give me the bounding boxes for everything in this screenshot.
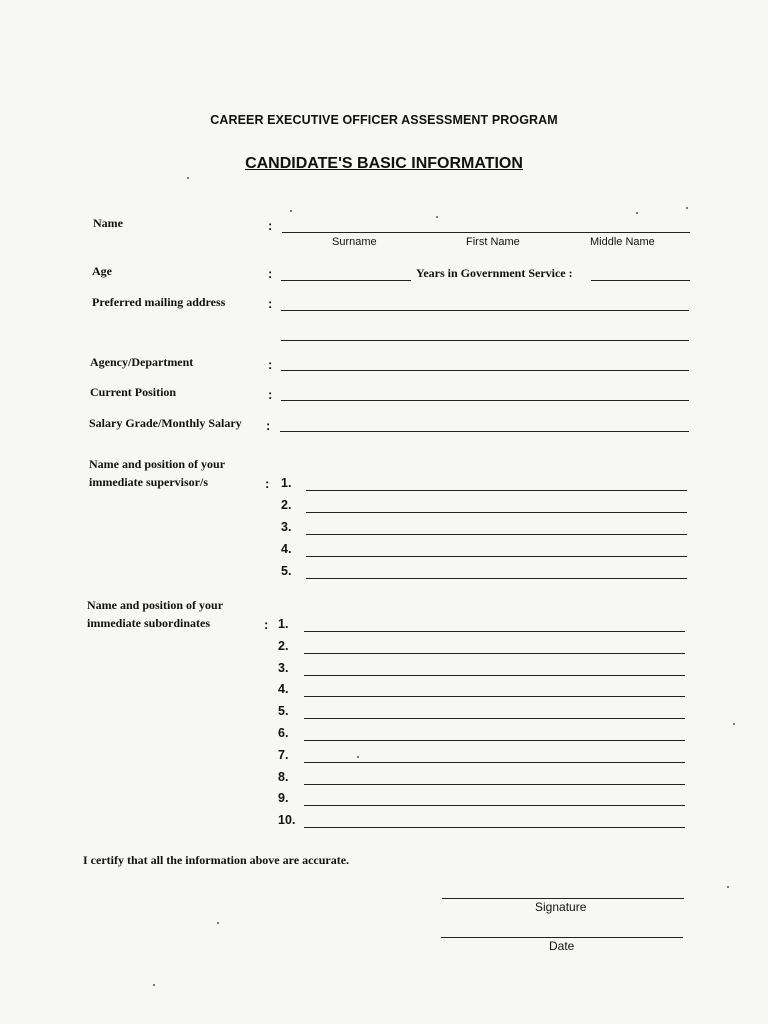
subordinate-number: 2. [278, 638, 289, 653]
date-line[interactable] [441, 937, 683, 938]
form-title: CANDIDATE'S BASIC INFORMATION [245, 155, 523, 172]
subordinate-entry-line[interactable] [304, 696, 685, 697]
mailing-address-line-1[interactable] [281, 310, 689, 311]
subordinate-entry-line[interactable] [304, 718, 685, 719]
signature-line[interactable] [442, 898, 684, 899]
subordinate-number: 3. [278, 660, 289, 675]
supervisor-entry-line[interactable] [306, 512, 687, 513]
subordinate-entry-line[interactable] [304, 653, 685, 654]
age-field-line[interactable] [281, 280, 411, 281]
salary-colon: : [266, 418, 271, 433]
salary-field-line[interactable] [280, 431, 689, 432]
scan-speck [733, 723, 735, 725]
subordinate-entry-line[interactable] [304, 784, 685, 785]
age-colon: : [268, 266, 273, 281]
scan-speck [217, 922, 219, 924]
scan-speck [436, 216, 438, 218]
subordinate-number: 5. [278, 704, 289, 719]
current-position-field-line[interactable] [281, 400, 689, 401]
middle-name-sublabel: Middle Name [590, 236, 655, 248]
mailing-address-line-2[interactable] [281, 340, 689, 341]
years-service-label: Years in Government Service : [416, 266, 573, 280]
subordinate-number: 10. [278, 813, 296, 828]
supervisors-colon: : [265, 476, 270, 491]
years-service-field-line[interactable] [591, 280, 690, 281]
supervisor-entry-line[interactable] [306, 534, 687, 535]
scan-speck [357, 756, 359, 758]
supervisor-number: 1. [281, 476, 292, 490]
subordinate-entry-line[interactable] [304, 827, 685, 828]
age-label: Age [92, 264, 112, 278]
supervisor-entry-line[interactable] [306, 578, 687, 579]
supervisors-label-line-1: Name and position of your [89, 457, 226, 471]
supervisor-number: 4. [281, 542, 292, 556]
subordinate-entry-line[interactable] [304, 631, 685, 632]
subordinate-number: 8. [278, 769, 289, 784]
program-title: CAREER EXECUTIVE OFFICER ASSESSMENT PROGRAM [210, 113, 558, 127]
supervisor-entry-line[interactable] [306, 490, 687, 491]
supervisor-number: 3. [281, 520, 292, 534]
supervisor-number: 2. [281, 498, 292, 512]
subordinates-colon: : [264, 617, 269, 632]
scan-speck [290, 210, 292, 212]
agency-field-line[interactable] [281, 370, 689, 371]
surname-sublabel: Surname [332, 236, 377, 248]
subordinate-entry-line[interactable] [304, 805, 685, 806]
supervisor-entry-line[interactable] [306, 556, 687, 557]
subordinate-number: 1. [278, 617, 289, 631]
supervisors-label-line-2: immediate supervisor/s [89, 475, 208, 489]
subordinate-number: 9. [278, 791, 289, 806]
mailing-address-label: Preferred mailing address [92, 295, 226, 309]
scan-speck [187, 177, 189, 179]
first-name-sublabel: First Name [466, 236, 520, 248]
date-label: Date [549, 939, 575, 953]
subordinate-number: 7. [278, 747, 289, 762]
salary-label: Salary Grade/Monthly Salary [89, 416, 242, 430]
scan-speck [636, 212, 638, 214]
agency-label: Agency/Department [90, 355, 194, 369]
subordinate-number: 4. [278, 682, 289, 697]
subordinates-label-line-1: Name and position of your [87, 598, 224, 612]
subordinates-label-line-2: immediate subordinates [87, 616, 210, 630]
mailing-colon: : [268, 296, 273, 311]
supervisor-number: 5. [281, 564, 292, 578]
current-position-label: Current Position [90, 385, 177, 399]
name-colon: : [268, 218, 273, 233]
name-field-line[interactable] [282, 232, 690, 233]
subordinate-number: 6. [278, 726, 289, 740]
position-colon: : [268, 387, 273, 402]
subordinate-entry-line[interactable] [304, 762, 685, 763]
subordinate-entry-line[interactable] [304, 675, 685, 676]
name-label: Name [93, 216, 123, 230]
scan-speck [727, 886, 729, 888]
agency-colon: : [268, 357, 273, 372]
scan-speck [153, 984, 155, 986]
scan-speck [686, 207, 688, 209]
subordinate-entry-line[interactable] [304, 740, 685, 741]
signature-label: Signature [535, 900, 587, 914]
certification-statement: I certify that all the information above are accurate. [83, 853, 350, 867]
